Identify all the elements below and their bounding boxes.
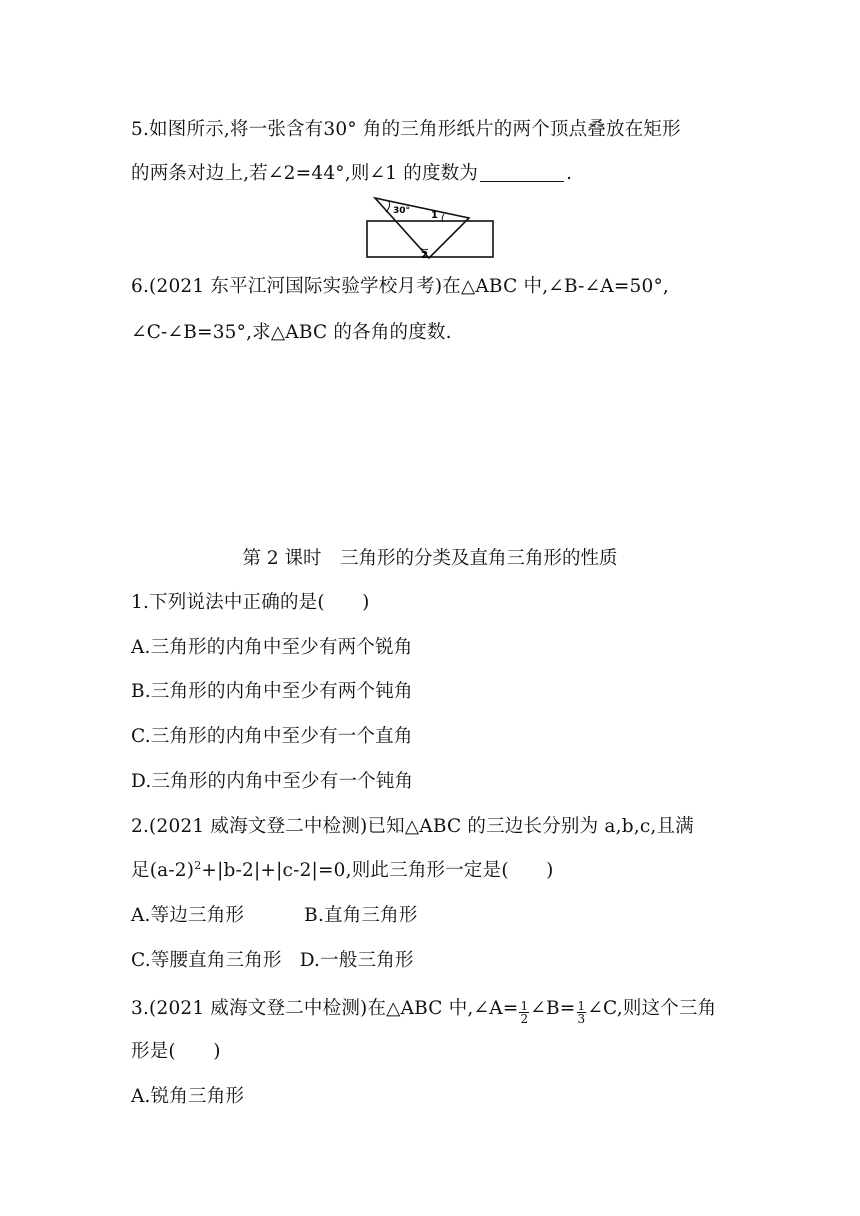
q3-text-a: 3.(2021 威海文登二中检测)在△ABC 中,∠A= (131, 998, 519, 1019)
angle-2-label: 2 (421, 250, 428, 260)
frac2-numerator: 1 (577, 999, 586, 1013)
q2-option-a: A.等边三角形 (131, 905, 245, 926)
q5-period: . (566, 163, 573, 184)
fraction-one-half (519, 1000, 529, 1025)
triangle-rectangle-figure (365, 196, 497, 260)
lesson-title: 第 2 课时 三角形的分类及直角三角形的性质 (242, 548, 618, 569)
q2-line-2 (131, 859, 554, 883)
q6-line-1: 6.(2021 东平江河国际实验学校月考)在△ABC 中,∠B-∠A=50°, (131, 276, 670, 297)
q5-line-1: 5.如图所示,将一张含有30° 角的三角形纸片的两个顶点叠放在矩形 (131, 119, 681, 140)
answer-blank (480, 163, 564, 182)
q2-text-b: +|b-2|+|c-2|=0,则此三角形一定是( ) (201, 860, 554, 881)
q2-option-b: B.直角三角形 (304, 905, 418, 926)
q2-options-row-2 (131, 949, 414, 973)
q1-option-b: B.三角形的内角中至少有两个钝角 (131, 681, 413, 702)
q2-line-1: 2.(2021 威海文登二中检测)已知△ABC 的三边长分别为 a,b,c,且满 (131, 816, 694, 837)
q5-text: 的两条对边上,若∠2=44°,则∠1 的度数为 (131, 163, 479, 184)
q3-line-2: 形是( ) (131, 1041, 221, 1062)
frac2-denominator: 3 (577, 1012, 586, 1026)
q2-exponent: 2 (194, 859, 202, 872)
q1-option-a: A.三角形的内角中至少有两个锐角 (131, 637, 413, 658)
q6-line-2: ∠C-∠B=35°,求△ABC 的各角的度数. (131, 322, 452, 343)
q3-option-a: A.锐角三角形 (131, 1086, 245, 1107)
q2-option-d: D.一般三角形 (299, 950, 414, 971)
q2-option-c: C.等腰直角三角形 (131, 950, 282, 971)
frac1-numerator: 1 (520, 999, 529, 1013)
q1-stem: 1.下列说法中正确的是( ) (131, 592, 370, 613)
q2-options-row-1 (131, 904, 418, 928)
angle-1-label: 1 (431, 210, 438, 221)
q3-text-b: ∠B= (530, 998, 576, 1019)
q1-option-d: D.三角形的内角中至少有一个钝角 (131, 771, 414, 792)
q1-option-c: C.三角形的内角中至少有一个直角 (131, 726, 413, 747)
q2-text-a: 足(a-2) (131, 860, 195, 881)
frac1-denominator: 2 (520, 1012, 529, 1026)
fraction-one-third (577, 1000, 587, 1025)
angle-30-label: 30° (393, 206, 411, 216)
q3-text-c: ∠C,则这个三角 (587, 998, 717, 1019)
q3-line-1 (131, 997, 716, 1025)
q5-line-2 (131, 162, 572, 186)
rectangle-shape (367, 221, 493, 257)
